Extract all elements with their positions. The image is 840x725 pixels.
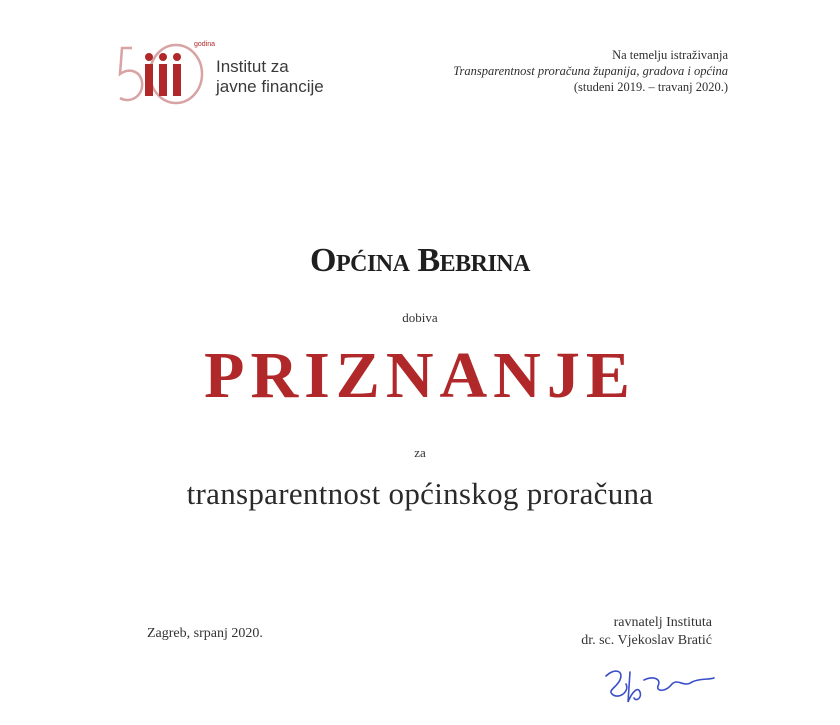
award-verb: dobiva	[402, 310, 438, 325]
institute-name-line1: Institut za	[216, 57, 289, 76]
handwritten-signature-icon	[600, 662, 720, 712]
award-preposition: za	[414, 445, 426, 460]
signatory-role: ravnatelj Instituta	[613, 615, 712, 630]
logo-tag: godina	[194, 41, 216, 48]
award-subject: transparentnost općinskog proračuna	[186, 476, 654, 511]
research-note-title: Transparentnost proračuna županija, gradova i općina	[453, 64, 728, 78]
logo-50-icon	[118, 38, 216, 108]
recipient-name: Općina Bebrina	[310, 242, 530, 279]
research-note-line1: Na temelju istraživanja	[612, 48, 728, 62]
signatory-block	[492, 614, 712, 650]
place-and-date: Zagreb, srpanj 2020.	[147, 626, 263, 641]
research-note	[368, 47, 728, 95]
institute-logo	[118, 38, 358, 108]
award-title: PRIZNANJE	[204, 339, 636, 412]
institute-name	[216, 57, 324, 97]
signatory-name: dr. sc. Vjekoslav Bratić	[581, 633, 712, 648]
research-note-period: (studeni 2019. – travanj 2020.)	[573, 80, 728, 94]
institute-name-line2: javne financije	[216, 77, 324, 96]
